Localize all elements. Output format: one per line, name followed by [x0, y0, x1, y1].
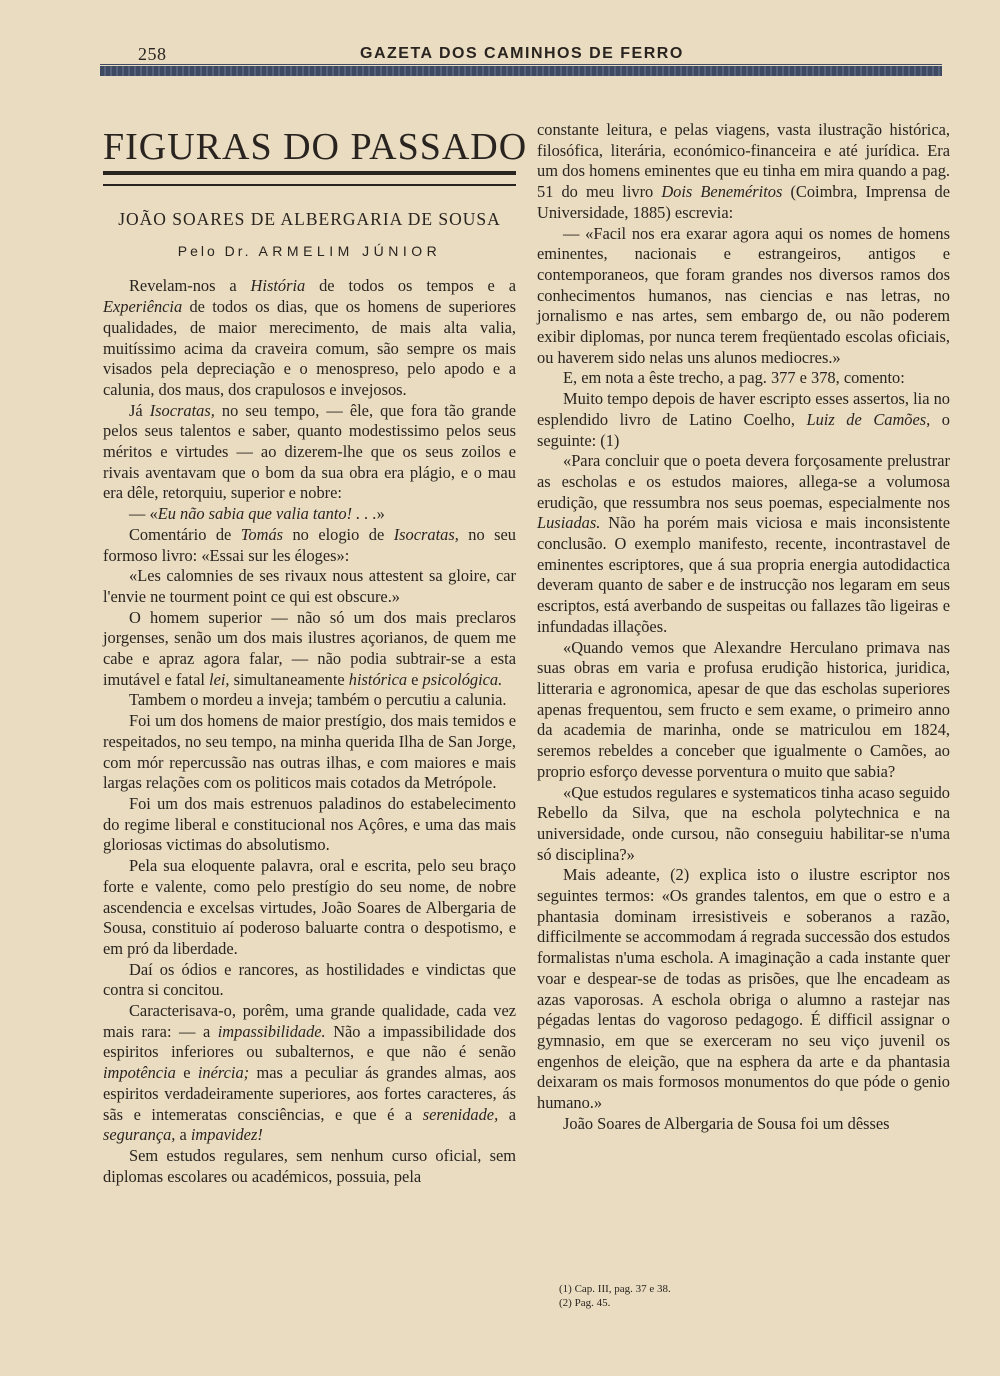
paragraph: Muito tempo depois de haver escripto esses assertos, lia no esplendido livro de Latino Coelho, Luiz de Camões, o seguinte: (1)	[537, 389, 950, 450]
left-column	[103, 120, 528, 1187]
paragraph: Daí os ódios e rancores, as hostilidades e vindictas que contra si concitou.	[103, 959, 516, 1000]
quote: «Para concluir que o poeta devera forçosamente prelustrar as escholas e os estudos maiores, allega-se a volumosa erudição, que ressumbra nos seus poemas, especialmente nos Lusiadas. Não ha porém mais viciosa e mais inconsistente conclusão. O exemplo manifesto, recente, incontrastavel de eminentes escriptores, que á sua propria energia autodidactica deveram quanto de saber e de instrucção nos legaram em seus escriptos, está averbando de suspeitas ou fallazes tão ligeiras e infundadas illações.	[537, 451, 950, 636]
paragraph: Foi um dos mais estrenuos paladinos do estabelecimento do regime liberal e constitucional nos Açôres, e uma das mais gloriosas victimas do absolutismo.	[103, 793, 516, 855]
title-rule	[103, 171, 516, 186]
page-number: 258	[138, 44, 167, 64]
byline-author: ARMELIM JÚNIOR	[258, 242, 442, 259]
header-rule	[100, 66, 942, 76]
paragraph: E, em nota a êste trecho, a pag. 377 e 378, comento:	[563, 368, 905, 388]
quote: — «Facil nos era exarar agora aqui os nomes de homens eminentes, nacionais e estrangeiros, antigos e contemporaneos, que foram grandes nos diversos ramos dos conhecimentos humanos, nas ciencias e nas letras, no jornalismo e nas artes, sem embargo de, ou não poderem exibir diplomas, por nunca terem freqüentado escolas oficiais, ou haverem sido nelas uns alunos mediocres.»	[537, 223, 950, 367]
quote: «Quando vemos que Alexandre Herculano primava nas suas obras em varia e profusa erudição historica, juridica, litteraria e agronomica, apesar de que das escholas superiores apenas frequentou, sem fructo e sem exame, o primeiro anno da academia de marinha, onde se matriculou em 1824, seremos rebeldes a conceber que igualmente o Camões, ao proprio esforço devesse porventura o muito que sabia?	[537, 637, 950, 781]
paragraph: constante leitura, e pelas viagens, vasta ilustração histórica, filosófica, literária, económico-financeira e até jurídica. Era um dos homens eminentes que eu tinha em mira quando a pag. 51 do meu livro Dois Beneméritos (Coimbra, Imprensa de Universidade, 1885) escrevia:	[537, 120, 950, 222]
paragraph: Foi um dos homens de maior prestígio, dos mais temidos e respeitados, no seu tempo, na minha querida Ilha de San Jorge, com mór repercussão nas outras ilhas, e com maiores e mais largas relações com os politicos mais cotados da Metrópole.	[103, 711, 516, 793]
footnote: (2) Pag. 45.	[559, 1297, 611, 1309]
paragraph: Revelam-nos a História de todos os tempos e a Experiência de todos os dias, que os homens de superiores qualidades, de maior merecimento, de mais alta valia, muitíssimo acima da craveira comum, são sempre os mais visados pela depreciação e o menospreso, pelo apodo e a calunia, dos maus, dos crapulosos e invejosos.	[103, 276, 516, 399]
quote: — «Eu não sabia que valia tanto! . . .»	[129, 504, 385, 524]
running-title: GAZETA DOS CAMINHOS DE FERRO	[360, 45, 684, 62]
header-rule-thin	[100, 64, 942, 65]
paragraph: Já Isocratas, no seu tempo, — êle, que fora tão grande pelos seus talentos e saber, quanto modestissimo pelos seus méritos e virtudes — ao dizerem-lhe que os seus zoilos e rivais aventavam que o bom da sua obra era plágio, e o mau era dêle, retorquiu, superior e nobre:	[103, 400, 516, 503]
paragraph: Caracterisava-o, porêm, uma grande qualidade, cada vez mais rara: — a impassibilidade. Não a impassibilidade dos espiritos inferiores ou subalternos, e que não é senão impotência e inércia; mas a peculiar ás grandes almas, aos espiritos verdadeiramente superiores, aos fortes caracteres, ás sãs e intemeratas consciências, e que é a serenidade, a segurança, a impavidez!	[103, 1001, 517, 1145]
byline-prefix: Pelo Dr.	[177, 242, 252, 259]
right-column	[537, 120, 950, 1134]
paragraph: Sem estudos regulares, sem nenhum curso oficial, sem diplomas escolares ou académicos, possuia, pela	[103, 1145, 516, 1186]
paragraph: João Soares de Albergaria de Sousa foi um dêsses	[563, 1113, 890, 1133]
quote: «Que estudos regulares e systematicos tinha acaso seguido Rebello da Silva, que na eschola polytechnica e na universidade, onde cursou, não conseguiu habilitar-se n'uma só disciplina?»	[537, 782, 950, 864]
paragraph: Comentário de Tomás no elogio de Isocratas, no seu formoso livro: «Essai sur les éloges»:	[103, 524, 516, 565]
footnote: (1) Cap. III, pag. 37 e 38.	[559, 1283, 671, 1295]
paragraph: Mais adeante, (2) explica isto o ilustre escriptor nos seguintes termos: «Os grandes talentos, em que o estro e a phantasia dominam irresistiveis e soberanos a razão, difficilmente se accommodam á regrada successão dos estudos formalistas n'uma eschola. A imaginação a cada instante quer voar e despear-se de todas as prisões, que lhe encadeam as azas vaporosas. A eschola obriga o alumno a rastejar nas pégadas lentas do vagoroso pedagogo. É difficil assignar o gymnasio, em que se exerceram no seu viço juvenil os engenhos de eleição, que na esphera da arte e da phantasia deixaram os mais formosos monumentos do que póde o genio humano.»	[537, 865, 950, 1113]
paragraph: O homem superior — não só um dos mais preclaros jorgenses, senão um dos mais ilustres açorianos, de quem me cabe e apraz agora falar, — não podia subtrair-se a esta imutável e fatal lei, simultaneamente histórica e psicológica.	[103, 607, 516, 689]
quote: «Les calomnies de ses rivaux nous attestent sa gloire, car l'envie ne tourment point ce qui est obscure.»	[103, 566, 516, 606]
article-subtitle: JOÃO SOARES DE ALBERGARIA DE SOUSA	[118, 209, 501, 229]
footnotes	[559, 1282, 859, 1310]
paragraph: Pela sua eloquente palavra, oral e escrita, pelo seu braço forte e valente, como pelo prestígio do seu nome, de nobre ascendencia e excelsas virtudes, João Soares de Albergaria de Sousa, constituio aí poderoso baluarte contra o despotismo, e em pró da liberdade.	[103, 856, 516, 958]
section-title: FIGURAS DO PASSADO	[103, 126, 528, 168]
byline	[103, 241, 516, 262]
paragraph: Tambem o mordeu a inveja; também o percutiu a calunia.	[129, 690, 507, 710]
